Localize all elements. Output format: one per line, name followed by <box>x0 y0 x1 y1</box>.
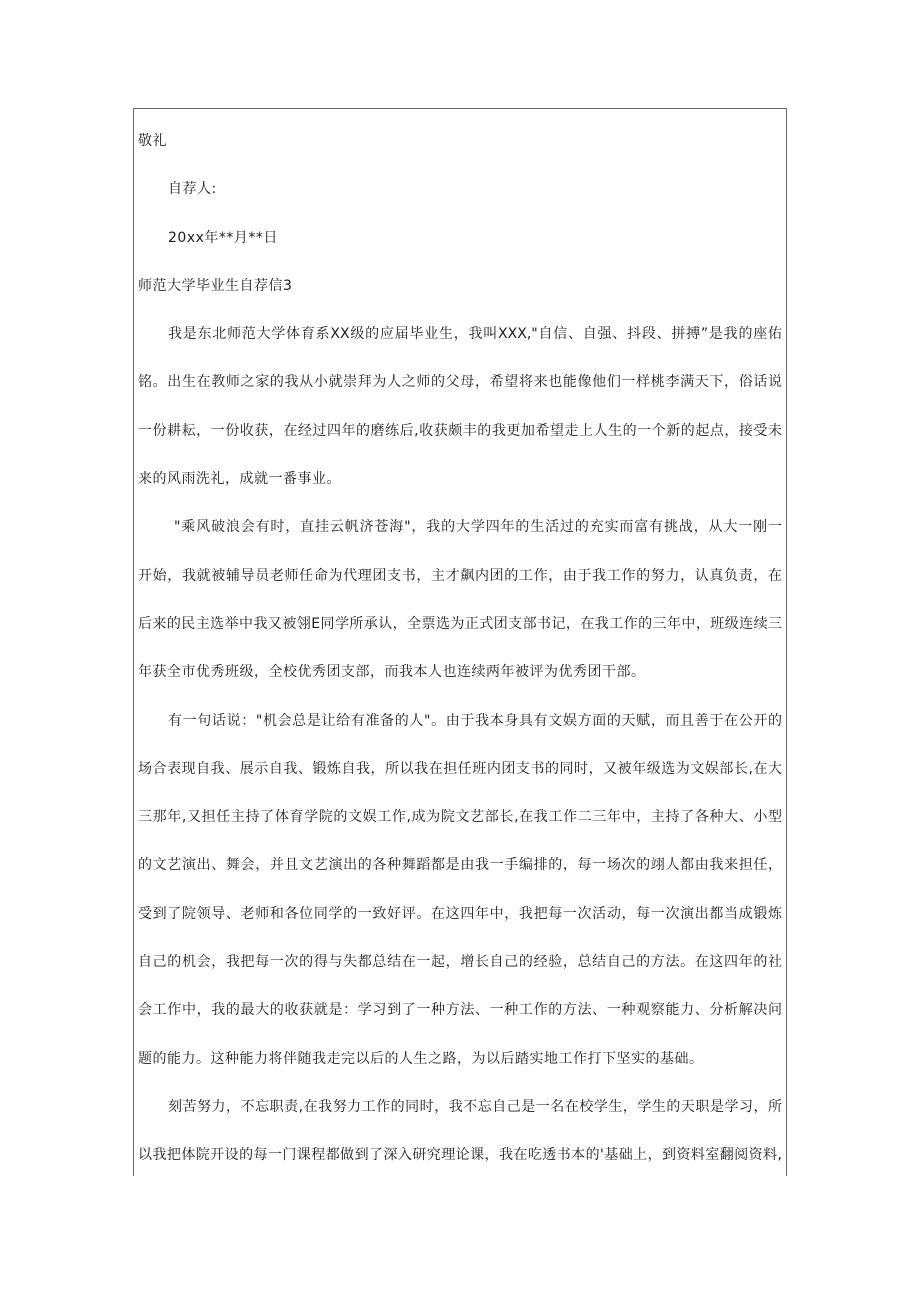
text-line: 有一句话说："机会总是让给有准备的人"。由于我本身具有文娱方面的天赋，而且善于在公开的 <box>168 712 782 729</box>
text-line: 题的能力。这种能力将伴随我走完以后的人生之路，为以后踏实地工作打下坚实的基础。 <box>138 1050 704 1067</box>
letter-title: 师范大学毕业生自荐信3 <box>138 277 293 294</box>
text-line: 铭。出生在教师之家的我从小就崇拜为人之师的父母，希望将来也能像他们一样桃李满天下，俗话说 <box>138 374 782 391</box>
paragraph <box>138 503 782 696</box>
paragraph <box>138 697 782 1083</box>
text-line: 一份耕耘，一份收获，在经过四年的磨练后,收获颇丰的我更加希望走上人生的一个新的起点，接受未 <box>138 422 782 439</box>
paragraph <box>138 1083 782 1180</box>
text-line: 后来的民主选举中我又被翎E同学所承认，全票选为正式团支部书记，在我工作的三年中，班级连续三 <box>138 615 782 632</box>
document-page <box>133 108 787 1176</box>
text-line: 场合表现自我、展示自我、锻炼自我，所以我在担任班内团支书的同时，又被年级选为文娱部长,在大 <box>138 760 782 777</box>
text-line: 年获全市优秀班级，全校优秀团支部，而我本人也连续两年被评为优秀团干部。 <box>138 664 646 681</box>
letter-date: 20xx年**月**日 <box>168 229 278 246</box>
text-line: 三那年,又担任主持了体育学院的文娱工作,成为院文艺部长,在我工作二三年中，主持了各种大、小型 <box>138 809 782 826</box>
paragraph <box>138 310 782 503</box>
salutation: 敬礼 <box>138 133 167 149</box>
text-line: 受到了院领导、老师和各位同学的一致好评。在这四年中，我把每一次活动，每一次演出都当成锻炼 <box>138 905 782 922</box>
text-line: 以我把体院开设的每一门课程都做到了深入研究理论课，我在吃透书本的'基础上，到资料室翻阅资料, <box>138 1147 782 1164</box>
text-line: "乘风破浪会有时，直挂云帆济苍海"，我的大学四年的生活过的充实而富有挑战，从大一刚一 <box>174 519 782 536</box>
text-line: 的文艺演出、舞会，并且文艺演出的各种舞蹈都是由我一手编排的，每一场次的翊人都由我来担任， <box>138 857 782 874</box>
text-line: 我是东北师范大学体育系XX级的应届毕业生，我叫XXX,"自信、自强、抖段、拼搏”是我的座佑 <box>168 326 782 343</box>
text-line: 会工作中，我的最大的收获就是：学习到了一种方法、一种工作的方法、一种观察能力、分析解决问 <box>138 1002 782 1019</box>
text-line: 开始，我就被辅导员老师任命为代理团支书，主才飙内团的工作，由于我工作的努力，认真负责，在 <box>138 567 782 584</box>
text-line: 刻苦努力，不忘职责,在我努力工作的同时，我不忘自己是一名在校学生，学生的天职是学习，所 <box>168 1098 782 1115</box>
text-line: 自己的机会，我把每一次的得与失都总结在一起，增长自己的经验，总结自己的方法。在这四年的社 <box>138 954 782 971</box>
text-line: 来的风雨洗礼，成就一番事业。 <box>138 471 341 488</box>
signature-label: 自荐人: <box>168 181 217 198</box>
